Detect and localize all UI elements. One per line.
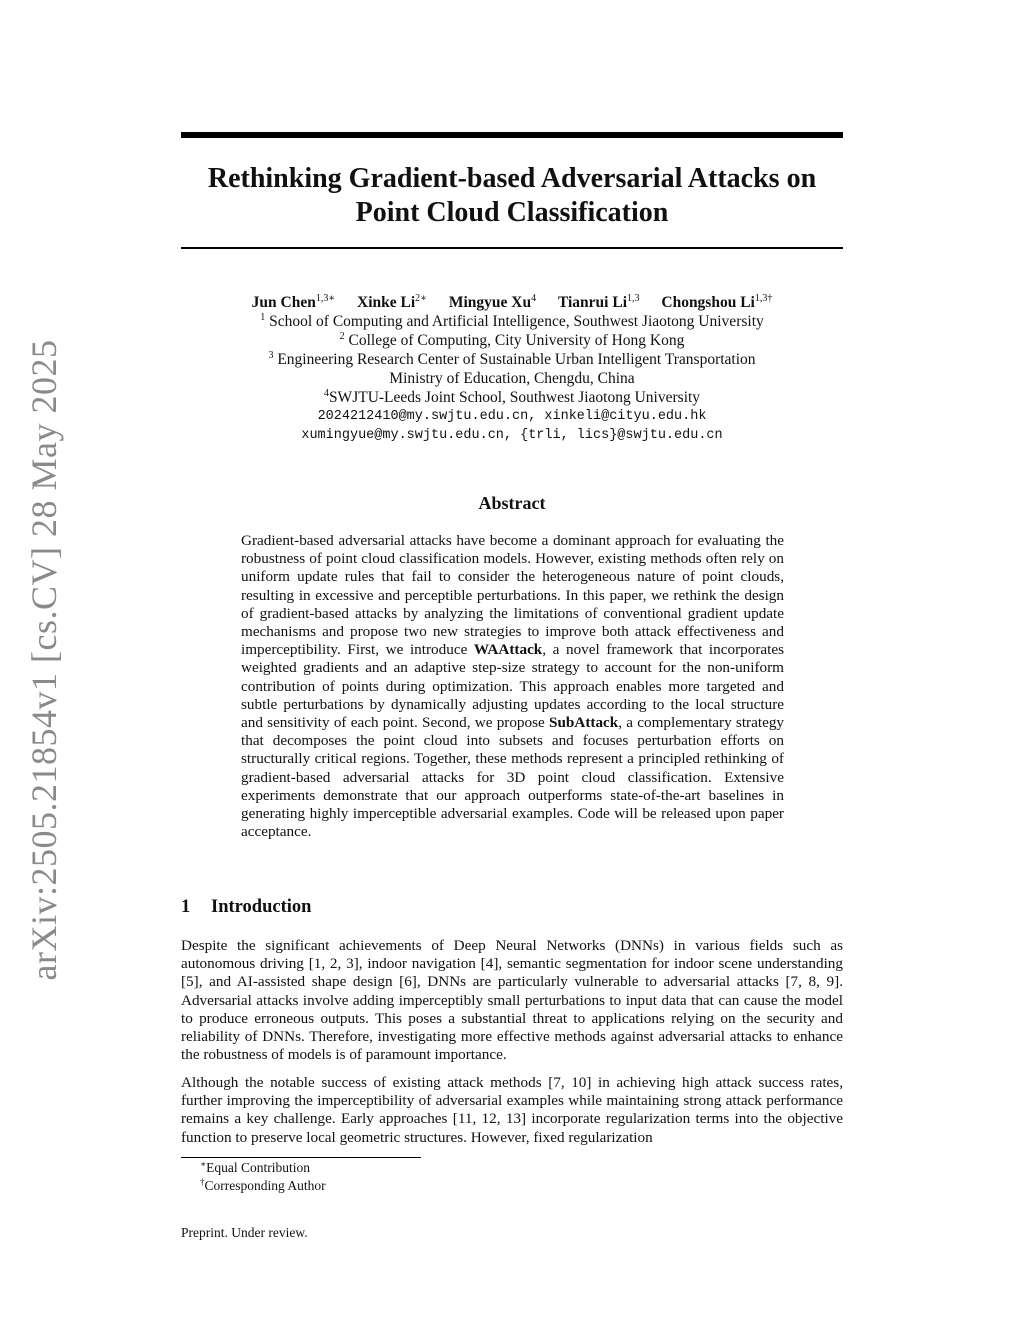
author-list bbox=[181, 293, 843, 312]
footnote-rule bbox=[181, 1157, 421, 1158]
affiliation: $^2$ College of Computing, City University of Hong Kong bbox=[339, 331, 685, 349]
affiliation: $^3$ Engineering Research Center of Sustainable Urban Intelligent Transportation bbox=[268, 350, 756, 368]
title-line-2: Point Cloud Classification bbox=[355, 197, 669, 228]
author-block bbox=[181, 293, 843, 445]
author-name: Jun Chen$^{1,3∗}$ bbox=[251, 293, 336, 311]
abstract-heading: Abstract bbox=[478, 493, 546, 513]
title-bottom-rule bbox=[181, 247, 843, 249]
arxiv-identifier-stamp[interactable]: arXiv:2505.21854v1 [cs.CV] 28 May 2025 bbox=[24, 339, 64, 981]
affiliation: $^4$SWJTU-Leeds Joint School, Southwest Jiaotong University bbox=[323, 388, 701, 406]
subattack-term: SubAttack bbox=[549, 714, 619, 732]
intro-paragraph-2: Although the notable success of existing attack methods [7, 10] in achieving high attack success rates, further improving the imperceptibility of adversarial examples while maintaining strong attack performance remains a key challenge. Early approaches [11, 12, 13] incorporate regularization terms into the objective function to preserve local geometric structures. However, fixed regularization bbox=[181, 1074, 843, 1146]
footnotes bbox=[200, 1159, 326, 1195]
section-title: Introduction bbox=[211, 897, 312, 917]
section-number: 1 bbox=[181, 897, 191, 917]
abstract-text: Gradient-based adversarial attacks have become a dominant approach for evaluating the robustness of point cloud classification models. However, existing methods often rely on uniform update rules that fail to consider the heterogeneous nature of point clouds, resulting in excessive and perceptible perturbations. In this paper, we rethink the design of gradient-based attacks by analyzing the limitations of conventional gradient update mechanisms and propose two new strategies to improve both attack effectiveness and imperceptibility. First, we introduce WAAttack, a novel framework that incorporates weighted gradients and an adaptive step-size strategy to account for the non-uniform contribution of points during optimization. This approach enables more targeted and subtle perturbations by dynamically adjusting updates according to the local structure and sensitivity of each point. Second, we propose SubAttack, a complementary strategy that decomposes the point cloud into subsets and focuses perturbation efforts on structurally critical regions. Together, these methods represent a principled rethinking of gradient-based adversarial attacks for 3D point cloud classification. Extensive experiments demonstrate that our approach outperforms state-of-the-art baselines in generating highly imperceptible adversarial examples. Code will be released upon paper acceptance. bbox=[241, 532, 785, 841]
affiliation: $^1$ School of Computing and Artificial Intelligence, Southwest Jiaotong University bbox=[260, 312, 764, 330]
email-line[interactable]: 2024212410@my.swjtu.edu.cn, xinkeli@cityu.edu.hk bbox=[317, 409, 707, 424]
preprint-footer: Preprint. Under review. bbox=[181, 1225, 308, 1240]
paper-title bbox=[181, 162, 843, 230]
footnote: ∗Equal Contribution bbox=[200, 1159, 310, 1175]
intro-paragraph-1: Despite the significant achievements of Deep Neural Networks (DNNs) in various fields such as autonomous driving [1, 2, 3], indoor navigation [4], semantic segmentation for indoor scene understanding [5], and AI-assisted shape design [6], DNNs are particularly vulnerable to adversarial attacks [7, 8, 9]. Adversarial attacks involve adding imperceptibly small perturbations to input data that can cause the model to produce erroneous outputs. This poses a substantial threat to applications relying on the security and reliability of DNNs. Therefore, investigating more effective methods against adversarial attacks to enhance the robustness of models is of paramount importance. bbox=[181, 937, 843, 1064]
email-line[interactable]: xumingyue@my.swjtu.edu.cn, {trli, lics}@swjtu.edu.cn bbox=[301, 428, 723, 443]
affiliation: Ministry of Education, Chengdu, China bbox=[389, 370, 635, 387]
author-name: Mingyue Xu$^4$ bbox=[448, 293, 537, 311]
footnote: †Corresponding Author bbox=[200, 1177, 326, 1193]
waattack-term: WAAttack bbox=[473, 641, 543, 659]
author-name: Chongshou $Li^{1,3\dagger}$ bbox=[661, 293, 773, 311]
title-line-1: Rethinking Gradient-based Adversarial Attacks on bbox=[207, 163, 817, 194]
title-top-rule bbox=[181, 132, 843, 138]
author-name: Xinke $Li^{2∗}$ bbox=[357, 293, 427, 311]
section-heading-introduction bbox=[181, 897, 311, 918]
author-name: Tianrui Li$^{1,3}$ bbox=[557, 293, 640, 311]
